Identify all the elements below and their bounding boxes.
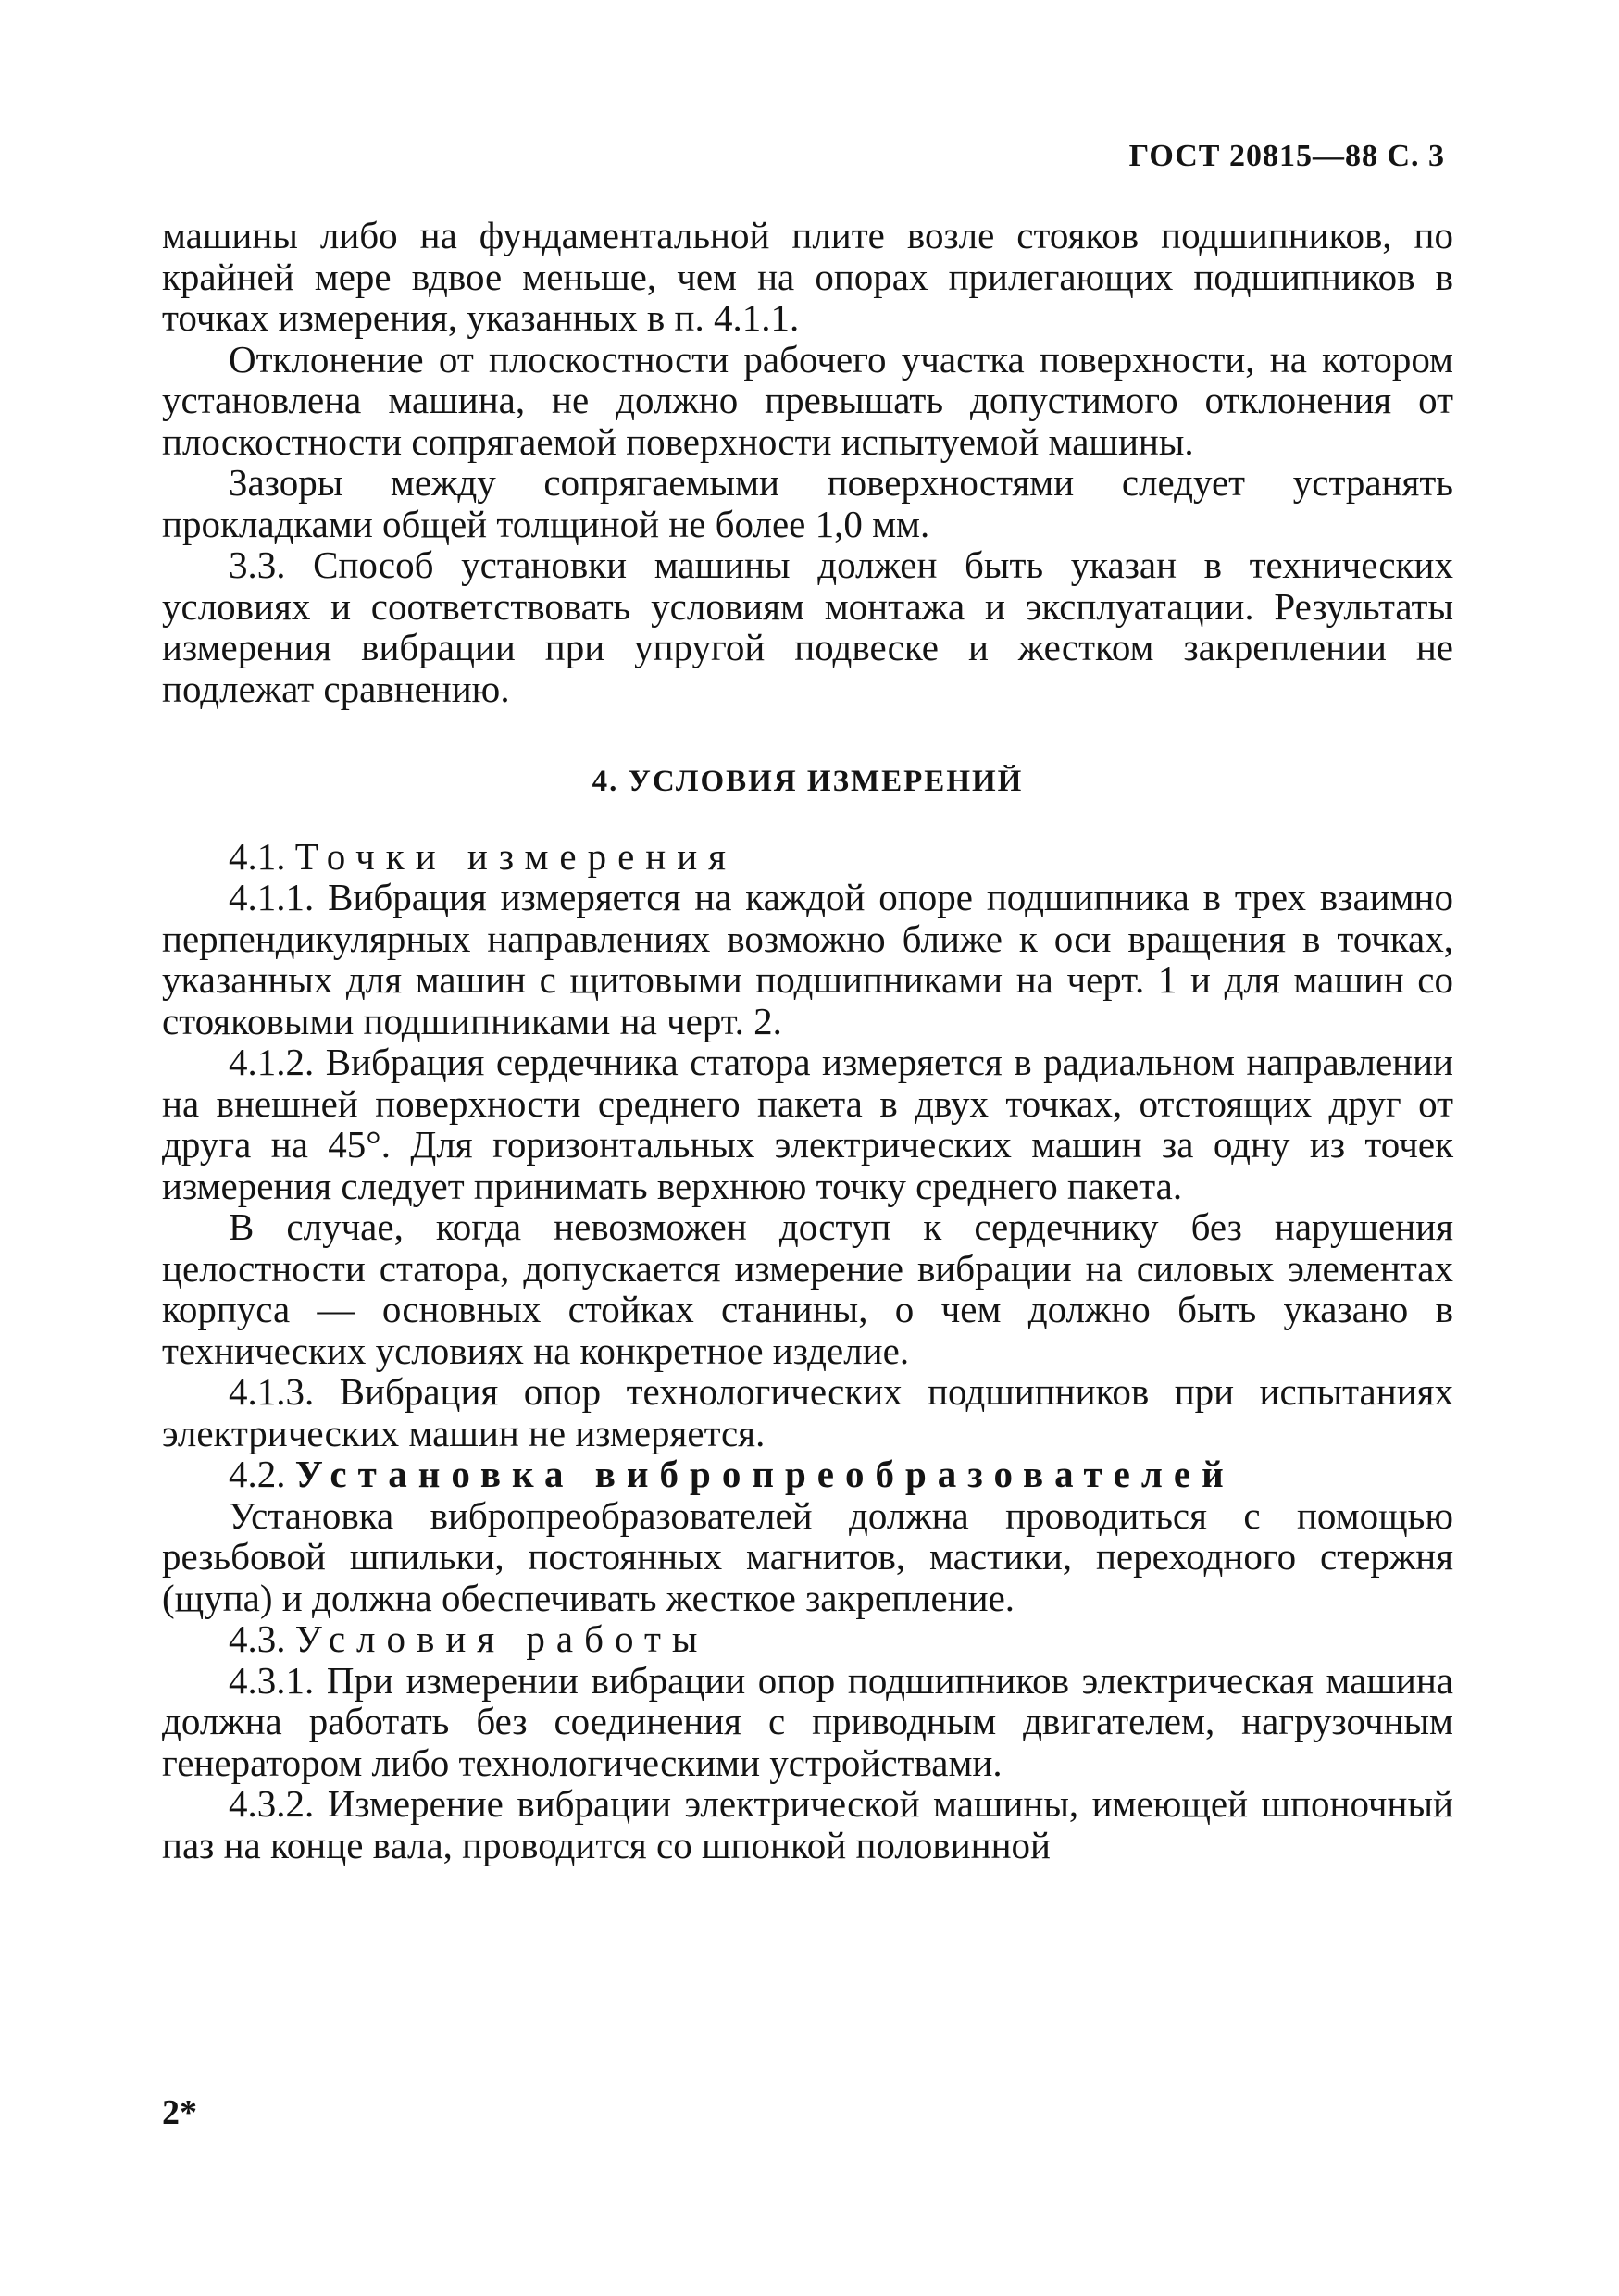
paragraph: В случае, когда невозможен доступ к сердечнику без нарушения целостности статора, допускается измерение вибрации на силовых элементах корпуса — основных стойках станины, о чем должно быть указано в технических условиях на конкретное изделие. — [162, 1205, 1453, 1372]
page-header: ГОСТ 20815—88 С. 3 — [1128, 139, 1445, 173]
subsection-heading — [162, 1454, 1453, 1495]
page-footer-mark: 2* — [162, 2093, 197, 2132]
subsection-title: Условия работы — [294, 1617, 709, 1660]
paragraph: 4.3.2. Измерение вибрации электрической машины, имеющей шпоночный паз на конце вала, проводится со шпонкой половинной — [162, 1782, 1453, 1866]
subsection-heading — [162, 836, 1453, 878]
subsection-number: 4.1. — [229, 834, 286, 878]
subsection-number: 4.3. — [229, 1617, 286, 1660]
paragraph: 4.1.1. Вибрация измеряется на каждой опоре подшипника в трех взаимно перпендикулярных направлениях возможно ближе к оси вращения в точках, указанных для машин с щитовыми подшипниками на черт. 1 и для машин со стояковыми подшипниками на черт. 2. — [162, 876, 1453, 1042]
paragraph: 4.1.2. Вибрация сердечника статора измеряется в радиальном направлении на внешней поверхности среднего пакета в двух точках, отстоящих друг от друга на 45°. Для горизонтальных электрических машин за одну из точек измерения следует принимать верхнюю точку среднего пакета. — [162, 1041, 1453, 1207]
paragraph: Зазоры между сопрягаемыми поверхностями следует устранять прокладками общей толщиной не более 1,0 мм. — [162, 461, 1453, 545]
paragraph: Отклонение от плоскостности рабочего участка поверхности, на котором установлена машина, не должно превышать допустимого отклонения от плоскостности сопрягаемой поверхности испытуемой машины. — [162, 337, 1453, 463]
subsection-title: Точки измерения — [294, 834, 738, 878]
body-text — [162, 215, 1453, 1866]
paragraph: 4.3.1. При измерении вибрации опор подшипников электрическая машина должна работать без соединения с приводным двигателем, нагрузочным генератором либо технологическими устройствами. — [162, 1658, 1453, 1784]
section-heading: 4. УСЛОВИЯ ИЗМЕРЕНИЙ — [592, 765, 1024, 798]
paragraph: машины либо на фундаментальной плите возле стояков подшипников, по крайней мере вдвое меньше, чем на опорах прилегающих подшипников в точках измерения, указанных в п. 4.1.1. — [162, 214, 1453, 339]
subsection-heading — [162, 1618, 1453, 1660]
paragraph: 3.3. Способ установки машины должен быть указан в технических условиях и соответствовать условиям монтажа и эксплуатации. Результаты измерения вибрации при упругой подвеске и жестком закреплении не подлежат сравнению. — [162, 543, 1453, 710]
paragraph: 4.1.3. Вибрация опор технологических подшипников при испытаниях электрических машин не измеряется. — [162, 1370, 1453, 1454]
subsection-number: 4.2. — [229, 1453, 286, 1495]
subsection-title: Установка вибропреобразователей — [294, 1453, 1235, 1495]
paragraph: Установка вибропреобразователей должна проводиться с помощью резьбовой шпильки, постоянных магнитов, мастики, переходного стержня (щупа) и должна обеспечивать жесткое закрепление. — [162, 1493, 1453, 1619]
